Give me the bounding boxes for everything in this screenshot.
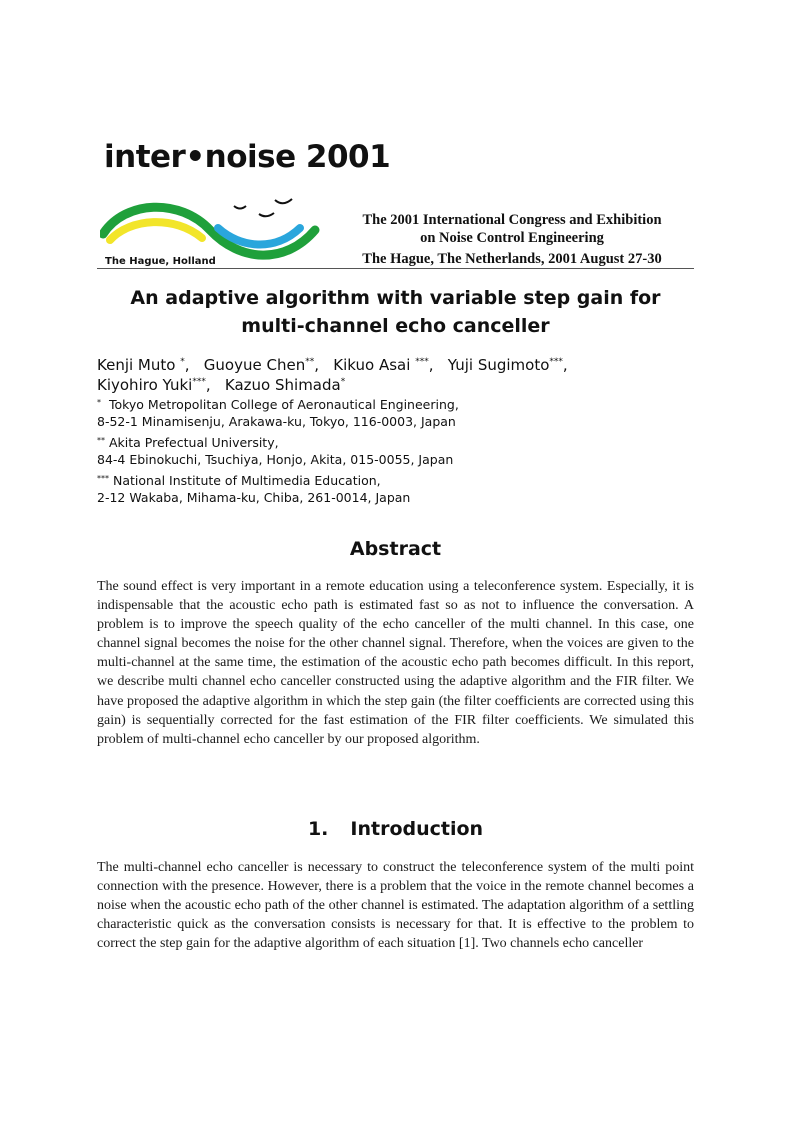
abstract-heading: Abstract: [349, 538, 442, 560]
affiliation-mark: **: [97, 436, 105, 445]
affiliation-address: 2-12 Wakaba, Mihama-ku, Chiba, 261-0014, Japan: [97, 490, 411, 505]
author-list-line2: Kiyohiro Yuki***, Kazuo Shimada*: [97, 376, 346, 394]
introduction-paragraph: The multi-channel echo canceller is necessary to construct the teleconference system of the multi point connection with the presence. However, there is a problem that the voice in the remote channel becomes a noise when the acoustic echo path of the other channel is estimated. The adaptation algorithm of a settling characteristic quick as the conversation consists is necessary for that. It is effective to the problem to correct the step gain for the adaptive algorithm of each situation [1]. Two channels echo canceller: [97, 860, 694, 952]
header-divider: [97, 268, 694, 269]
affiliation-name: ** Akita Prefectual University,: [97, 435, 279, 450]
author-mark: ***: [192, 377, 206, 387]
author-mark: *: [180, 357, 185, 367]
paper-title-line2: multi-channel echo canceller: [241, 315, 550, 337]
affiliation-name: *** National Institute of Multimedia Education,: [97, 473, 381, 488]
author-name: Kenji Muto: [97, 356, 176, 374]
affiliation-address: 8-52-1 Minamisenju, Arakawa-ku, Tokyo, 116-0003, Japan: [97, 414, 456, 429]
author-mark: *: [340, 377, 346, 387]
author-name: Yuji Sugimoto: [447, 356, 550, 374]
affiliation-mark: *: [97, 398, 101, 407]
paper-title-line1: An adaptive algorithm with variable step gain for: [130, 287, 661, 309]
author-name: Kikuo Asai: [333, 356, 411, 374]
affiliation-address: 84-4 Ebinokuchi, Tsuchiya, Honjo, Akita, 015-0055, Japan: [97, 452, 454, 467]
author-name: Guoyue Chen: [203, 356, 306, 374]
author-mark: **: [305, 357, 315, 367]
author-mark: ***: [549, 357, 563, 367]
author-name: Kazuo Shimada: [224, 376, 341, 394]
conference-location-label: The Hague, Holland: [105, 256, 216, 267]
section-title: Introduction: [350, 818, 484, 840]
congress-name-line1: The 2001 International Congress and Exhibition: [362, 212, 662, 228]
affiliation-name: * Tokyo Metropolitan College of Aeronautical Engineering,: [97, 397, 459, 412]
author-mark: ***: [415, 357, 429, 367]
congress-venue-date: The Hague, The Netherlands, 2001 August 27-30: [362, 251, 662, 267]
author-list-line1: Kenji Muto *, Guoyue Chen**, Kikuo Asai ***, Yuji Sugimoto***,: [97, 356, 568, 374]
introduction-heading: [97, 818, 694, 840]
conference-logo-text: inter•noise 2001: [104, 139, 391, 175]
abstract-paragraph: The sound effect is very important in a remote education using a teleconference system. Especially, it is indispensable that the acoustic echo path is estimated fast so as not to influence the conversation. A problem is to improve the speech quality of the echo canceller of the multi channel. In this case, one channel signal becomes the noise for the other channel signal. Therefore, when the voices are given to the multi-channel at the same time, the estimation of the acoustic echo path becomes difficult. In this report, we describe multi channel echo canceller constructed using the adaptive algorithm and the FIR filter. We have proposed the adaptive algorithm in which the step gain (the filter coefficients are corrected using this gain) is sequentially corrected for the fast estimation of the FIR filter coefficients. We simulated this problem of multi-channel echo canceller by our proposed algorithm.: [97, 579, 694, 747]
section-number: 1.: [307, 818, 329, 840]
affiliation-mark: ***: [97, 474, 109, 483]
author-name: Kiyohiro Yuki: [97, 376, 193, 394]
congress-name-line2: on Noise Control Engineering: [420, 230, 604, 246]
